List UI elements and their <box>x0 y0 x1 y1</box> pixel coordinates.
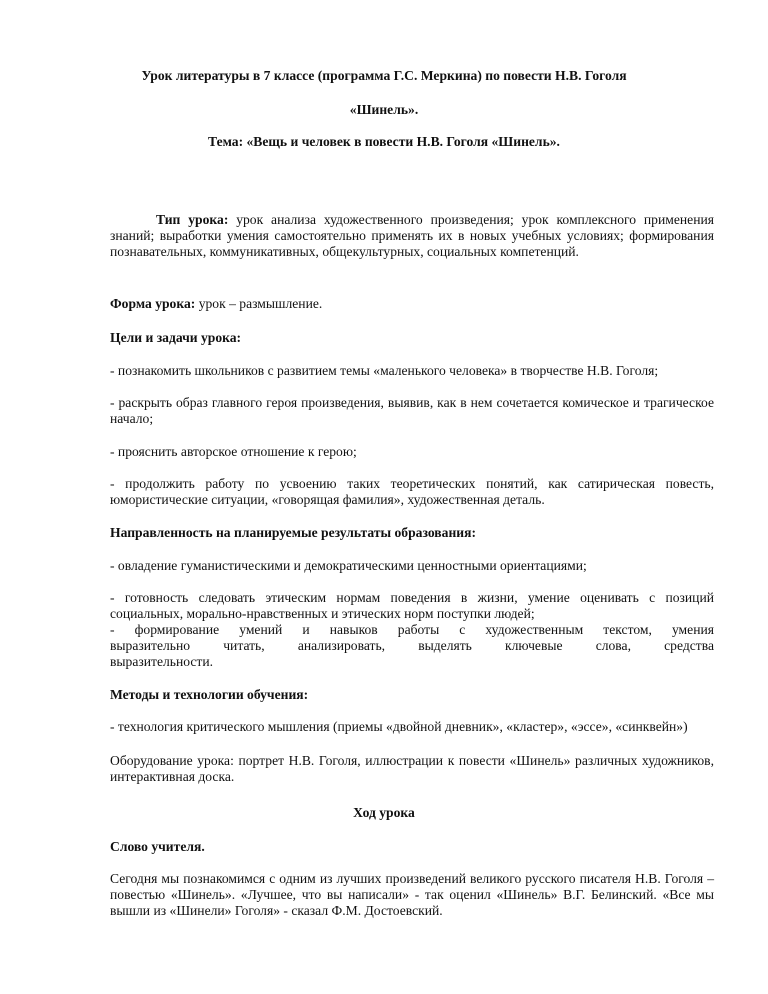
goal-item-1: - познакомить школьников с развитием темы «маленького человека» в творчестве Н.В. Гоголя; <box>110 363 659 378</box>
lesson-form-text: урок – размышление. <box>195 296 323 311</box>
goal-item-3: - прояснить авторское отношение к герою; <box>110 444 357 459</box>
lesson-type-label: Тип урока: <box>156 212 229 227</box>
result-item-3-line-1: - формирование умений и навыков работы с художественным текстом, умения <box>110 622 714 637</box>
topic-title: Тема: «Вещь и человек в повести Н.В. Гоголя «Шинель». <box>208 134 560 149</box>
method-item-1: - технология критического мышления (приемы «двойной дневник», «кластер», «эссе», «синквейн») <box>110 719 688 734</box>
equipment-paragraph: Оборудование урока: портрет Н.В. Гоголя, иллюстрации к повести «Шинель» различных художников, интерактивная доска. <box>110 753 714 784</box>
lesson-type-text: урок анализа художественного произведения; урок комплексного применения знаний; выработки умения самостоятельно применять их в новых учебных условиях; формирования познавательных, коммуникативных, общекультурных, социальных компетенций. <box>110 212 714 259</box>
goals-heading: Цели и задачи урока: <box>110 330 242 345</box>
result-item-3-line-2: выразительно читать, анализировать, выделять ключевые слова, средства <box>110 638 714 653</box>
title-line-2: «Шинель». <box>349 102 419 117</box>
teacher-word-heading: Слово учителя. <box>110 839 205 854</box>
result-item-3-line-3: выразительности. <box>110 654 214 669</box>
results-heading: Направленность на планируемые результаты образования: <box>110 525 476 540</box>
result-item-3 <box>110 622 714 670</box>
methods-heading: Методы и технологии обучения: <box>110 687 309 702</box>
lesson-form-label: Форма урока: <box>110 296 196 311</box>
result-item-1: - овладение гуманистическими и демократическими ценностными ориентациями; <box>110 558 587 573</box>
lesson-type-paragraph <box>110 212 714 260</box>
result-item-2: - готовность следовать этическим нормам поведения в жизни, умение оценивать с позиций социальных, морально-нравственных и этических норм поступки людей; <box>110 590 714 621</box>
teacher-word-paragraph: Сегодня мы познакомимся с одним из лучших произведений великого русского писателя Н.В. Гоголя – повестью «Шинель». «Лучшее, что вы написали» - так оценил «Шинель» В.Г. Белинский. «Все мы вышли из «Шинели» Гоголя» - сказал Ф.М. Достоевский. <box>110 871 714 918</box>
goal-item-2: - раскрыть образ главного героя произведения, выявив, как в нем сочетается комическое и трагическое начало; <box>110 395 714 426</box>
course-heading: Ход урока <box>353 805 415 820</box>
title-line-1: Урок литературы в 7 классе (программа Г.С. Меркина) по повести Н.В. Гоголя <box>141 68 627 83</box>
goal-item-4: - продолжить работу по усвоению таких теоретических понятий, как сатирическая повесть, юмористические ситуации, «говорящая фамилия», художественная деталь. <box>110 476 714 507</box>
lesson-form-paragraph <box>110 296 714 312</box>
